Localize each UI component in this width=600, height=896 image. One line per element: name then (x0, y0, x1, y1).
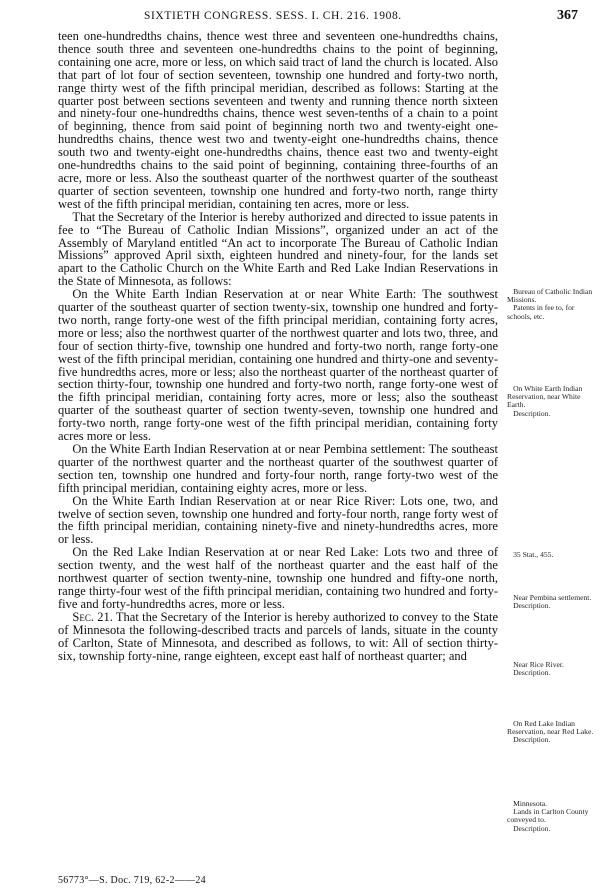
running-header (60, 8, 580, 26)
margin-note-line: Near Rice River. (513, 660, 564, 669)
running-head: SIXTIETH CONGRESS. SESS. I. CH. 216. 1908. (144, 10, 402, 22)
margin-note-line: Description. (513, 601, 551, 611)
margin-note-line: Description. (513, 823, 551, 833)
footer-signature: 56773°—S. Doc. 719, 62-2——24 (58, 875, 206, 886)
margin-note-line: Minnesota. (513, 799, 548, 808)
margin-note-line: Description. (513, 408, 551, 418)
page-number: 367 (557, 8, 578, 23)
margin-note-minnesota (507, 800, 597, 833)
section-label: Sec. 21. (72, 609, 113, 624)
margin-note-white-earth (507, 385, 597, 418)
margin-note-line: Patents in fee to, for schools, etc. (507, 303, 575, 321)
margin-note-rice-river (507, 661, 597, 677)
section-21-text: That the Secretary of the Interior is hereby authorized to convey to the State of Minnesota the following-described tracts and parcels of lands, situate in the county of Carlton, State of Minnesota, and described as follows, to wit: All of section thirty-six, township forty-nine, range eighteen, except east half of northeast quarter; and (58, 609, 498, 663)
margin-note-catholic (507, 288, 597, 321)
margin-note-stat-citation (507, 551, 597, 559)
paragraph-catholic-missions: That the Secretary of the Interior is hereby authorized and directed to issue patents in fee to “The Bureau of Catholic Indian Missions”, organized under an act of the Assembly of Maryland entitled “An act to incorporate The Bureau of Catholic Indian Missions” approved April sixth, eighteen hundred and ninety-four, for the lands set apart to the Catholic Church on the White Earth and Red Lake Indian Reservations in the State of Minnesota, as follows: (58, 209, 498, 289)
paragraph-white-earth: On the White Earth Indian Reservation at or near White Earth: The southwest quarter of the southeast quarter of section twenty-six, township one hundred and forty-two north, range forty-one west of the fifth principal meridian, containing forty acres, more or less; also the northwest quarter of the northwest quarter and lots two, three, and four of section thirty-five, township one hundred and forty-two north, range forty-one west of the fifth principal meridian, containing one hundred and thirty-one and seventy-five hundredths acres, more or less; also the northeast quarter of the northeast quarter of section thirty-four, township one hundred and forty-two north, range forty-one west of the fifth principal meridian, containing forty acres, more or less; also the southeast quarter of the southeast quarter of section twenty-seven, township one hundred and forty-two north, range forty-one west of the fifth principal meridian, containing forty acres more or less. (58, 287, 498, 444)
margin-note-pembina (507, 594, 597, 610)
statute-body (58, 30, 498, 662)
margin-note-line: Description. (513, 668, 551, 678)
paragraph-red-lake: On the Red Lake Indian Reservation at or near Red Lake: Lots two and three of section twenty, and the west half of the northeast quarter and the east half of the northwest quarter of section twenty-nine, township one hundred and fifty-one north, range thirty-four west of the fifth principal meridian, containing two hundred and forty-five and forty-hundredths acres, more or less. (58, 545, 498, 611)
margin-note-line: Bureau of Catholic Indian Missions. (507, 287, 593, 305)
paragraph-pembina: On the White Earth Indian Reservation at or near Pembina settlement: The southeast quarter of the northwest quarter and the northeast quarter of the southwest quarter of section ten, township one hundred and forty-four north, range forty-two west of the fifth principal meridian, containing eighty acres, more or less. (58, 442, 498, 495)
paragraph-section-21 (58, 611, 498, 663)
margin-note-line: 35 Stat., 455. (513, 550, 554, 559)
margin-note-line: Lands in Carlton County conveyed to. (507, 807, 589, 825)
margin-note-line: Near Pembina settlement. (513, 593, 592, 602)
margin-note-red-lake (507, 720, 597, 745)
margin-note-line: On White Earth Indian Reservation, near White Earth. (507, 384, 583, 410)
paragraph-rice-river: On the White Earth Indian Reservation at or near Rice River: Lots one, two, and twelve of section seven, township one hundred and forty-four north, range forty west of the fifth principal meridian, containing ninety-five and ninety-hundredths acres, more or less. (58, 493, 498, 547)
margin-note-line: On Red Lake Indian Reservation, near Red Lake. (507, 719, 594, 737)
margin-note-line: Description. (513, 735, 551, 745)
paragraph-continuation: teen one-hundredths chains, thence west three and seventeen one-hundredths chains, thence south three and seventeen one-hundredths chains to the point of beginning, containing one acre, more or less, on which said tract of land the church is located. Also that part of lot four of section seventeen, township one hundred and forty-two north, range thirty west of the fifth principal meridian, described as follows: Starting at the quarter post between sections seventeen and twenty and running thence north sixteen and ninety-four one-hundredths chains, thence west seven-tenths of a chain to a point of beginning, thence from said point of beginning north two and twenty-eight one-hundredths chains, thence west two and twenty-eight one-hundredths chains, thence south two and twenty-eight one-hundredths chains, thence east two and twenty-eight one-hundredths chains to the said point of beginning, containing three-fourths of an acre, more or less. Also the southeast quarter of the northwest quarter of the southeast quarter of section seventeen, township one hundred and forty-two north, range thirty west of the fifth principal meridian, containing ten acres, more or less. (58, 29, 498, 211)
